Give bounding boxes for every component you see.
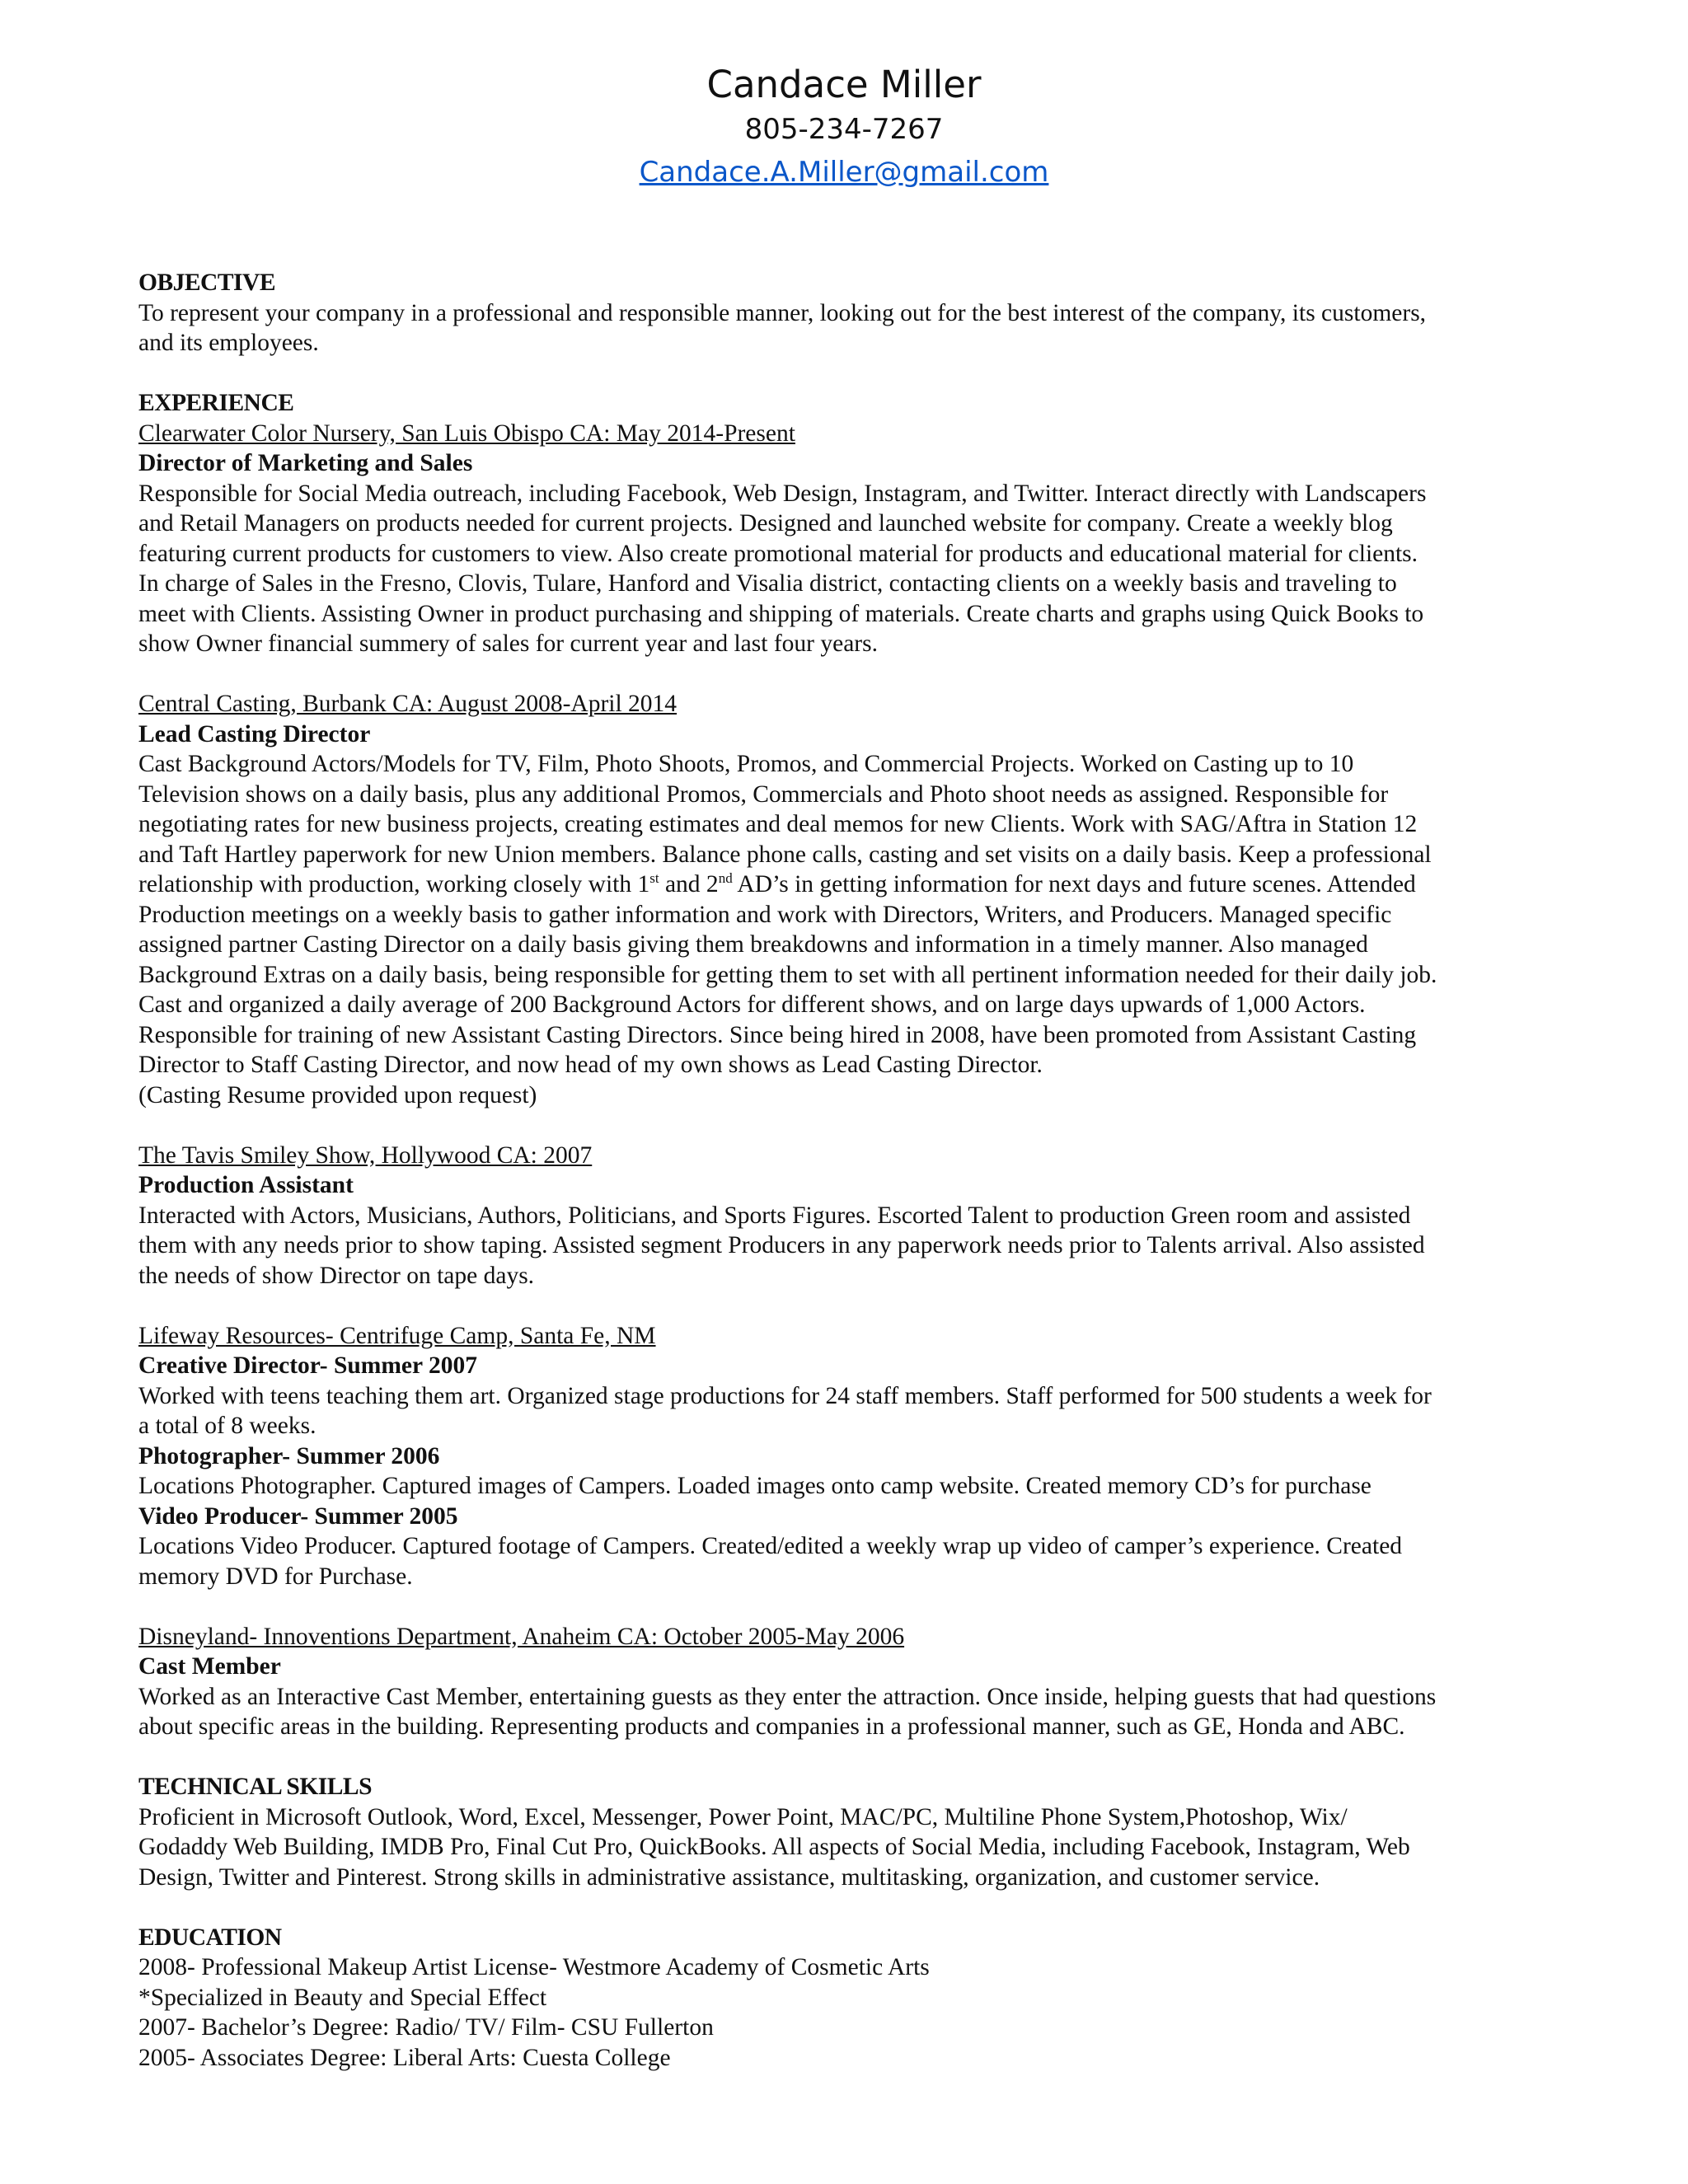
job-description-line: negotiating rates for new business projects, creating estimates and deal memos for new Clients. Work with SAG/Aftra in Station 12: [138, 811, 1418, 837]
employer-heading: The Tavis Smiley Show, Hollywood CA: 2007: [138, 1141, 593, 1169]
education-line: 2008- Professional Makeup Artist License- Westmore Academy of Cosmetic Arts: [138, 1954, 930, 1980]
job-description-line: and Taft Hartley paperwork for new Union members. Balance phone calls, casting and set visits on a daily basis. Keep a professional: [138, 841, 1432, 868]
job-description-line: Production meetings on a weekly basis to gather information and work with Directors, Writers, and Producers. Managed specific: [138, 901, 1392, 928]
spacer: [138, 1591, 1556, 1622]
job-description-line: Television shows on a daily basis, plus any additional Promos, Commercials and Photo shoot needs as assigned. Responsible for: [138, 780, 1389, 808]
employer-heading: Disneyland- Innoventions Department, Anaheim CA: October 2005-May 2006: [138, 1623, 905, 1650]
education-line: 2005- Associates Degree: Liberal Arts: Cuesta College: [138, 2044, 671, 2071]
job-description-line: Worked with teens teaching them art. Organized stage productions for 24 staff members. Staff performed for 500 students a week for: [138, 1382, 1432, 1409]
job-description-line: Interacted with Actors, Musicians, Authors, Politicians, and Sports Figures. Escorted Talent to production Green room and assisted: [138, 1202, 1411, 1229]
email-link[interactable]: Candace.A.Miller@gmail.com: [639, 156, 1049, 189]
job-description-line: assigned partner Casting Director on a daily basis giving them breakdowns and information in a timely manner. Also managed: [138, 931, 1368, 958]
phone-number: 805-234-7267: [744, 113, 944, 146]
job-description-line: the needs of show Director on tape days.: [138, 1262, 535, 1289]
job-title: Creative Director- Summer 2007: [138, 1352, 477, 1379]
spacer: [138, 1291, 1556, 1321]
objective-line: and its employees.: [138, 330, 319, 356]
resume-header: [0, 61, 1688, 194]
job-title: Lead Casting Director: [138, 720, 371, 748]
job-description-line: Responsible for Social Media outreach, including Facebook, Web Design, Instagram, and Twitter. Interact directly with Landscapers: [138, 480, 1427, 507]
job-description-line: a total of 8 weeks.: [138, 1413, 316, 1439]
job-description-line: [138, 869, 1556, 900]
job-title: Production Assistant: [138, 1172, 354, 1198]
spacer: [138, 1892, 1556, 1923]
section-title-objective: OBJECTIVE: [138, 269, 275, 296]
line-segment: AD’s in getting information for next days and future scenes. Attended: [732, 871, 1416, 898]
skills-line: Design, Twitter and Pinterest. Strong skills in administrative assistance, multitasking, organization, and customer service.: [138, 1863, 1320, 1891]
section-title-education: EDUCATION: [138, 1924, 282, 1951]
job-description-line: Cast and organized a daily average of 200 Background Actors for different shows, and on large days upwards of 1,000 Actors.: [138, 991, 1366, 1018]
job-description-line: about specific areas in the building. Representing products and companies in a professional manner, such as GE, Honda and ABC.: [138, 1713, 1405, 1740]
skills-line: Proficient in Microsoft Outlook, Word, Excel, Messenger, Power Point, MAC/PC, Multiline Phone System,Photoshop, Wix/: [138, 1803, 1348, 1830]
job-description-line: Background Extras on a daily basis, being responsible for getting them to set with all pertinent information needed for their daily job.: [138, 961, 1437, 988]
job-description-line: (Casting Resume provided upon request): [138, 1081, 537, 1108]
job-description-line: In charge of Sales in the Fresno, Clovis, Tulare, Hanford and Visalia district, contacting clients on a weekly basis and traveling to: [138, 570, 1397, 597]
job-description-line: Locations Photographer. Captured images of Campers. Loaded images onto camp website. Created memory CD’s for purchase: [138, 1473, 1372, 1499]
job-title: Photographer- Summer 2006: [138, 1442, 440, 1469]
job-description-line: Responsible for training of new Assistant Casting Directors. Since being hired in 2008, have been promoted from Assistant Casting: [138, 1021, 1417, 1048]
job-title: Director of Marketing and Sales: [138, 450, 473, 476]
spacer: [138, 1742, 1556, 1773]
employer-heading: Central Casting, Burbank CA: August 2008-April 2014: [138, 691, 678, 717]
candidate-name: Candace Miller: [706, 63, 982, 106]
ordinal-superscript: st: [649, 870, 659, 887]
section-title-experience: EXPERIENCE: [138, 390, 294, 416]
section-title-skills: TECHNICAL SKILLS: [138, 1774, 373, 1800]
spacer: [138, 659, 1556, 690]
job-description-line: Director to Staff Casting Director, and now head of my own shows as Lead Casting Director.: [138, 1052, 1043, 1078]
spacer: [138, 1110, 1556, 1141]
job-description-line: them with any needs prior to show taping. Assisted segment Producers in any paperwork needs prior to Talents arrival. Also assisted: [138, 1232, 1425, 1258]
job-description-line: Locations Video Producer. Captured footage of Campers. Created/edited a weekly wrap up video of camper’s experience. Created: [138, 1533, 1403, 1559]
job-description-line: Worked as an Interactive Cast Member, entertaining guests as they enter the attraction. Once inside, helping guests that had questions: [138, 1683, 1437, 1710]
skills-line: Godaddy Web Building, IMDB Pro, Final Cut Pro, QuickBooks. All aspects of Social Media, including Facebook, Instagram, Web: [138, 1834, 1410, 1860]
job-description-line: meet with Clients. Assisting Owner in product purchasing and shipping of materials. Create charts and graphs using Quick Books to: [138, 600, 1424, 627]
job-description-line: and Retail Managers on products needed for current projects. Designed and launched website for company. Create a weekly blog: [138, 510, 1393, 537]
ordinal-superscript: nd: [718, 870, 733, 887]
spacer: [138, 359, 1556, 389]
education-line: *Specialized in Beauty and Special Effect: [138, 1984, 547, 2011]
line-segment: relationship with production, working closely with 1: [138, 871, 650, 898]
employer-heading: Lifeway Resources- Centrifuge Camp, Santa Fe, NM: [138, 1322, 656, 1349]
job-description-line: show Owner financial summery of sales for current year and last four years.: [138, 630, 878, 657]
objective-line: To represent your company in a professional and responsible manner, looking out for the best interest of the company, its customers,: [138, 299, 1427, 326]
education-line: 2007- Bachelor’s Degree: Radio/ TV/ Film- CSU Fullerton: [138, 2014, 714, 2041]
employer-heading: Clearwater Color Nursery, San Luis Obispo CA: May 2014-Present: [138, 419, 795, 447]
job-title: Video Producer- Summer 2005: [138, 1502, 458, 1530]
job-description-line: featuring current products for customers to view. Also create promotional material for products and educational material for clients.: [138, 540, 1418, 567]
job-description-line: Cast Background Actors/Models for TV, Film, Photo Shoots, Promos, and Commercial Projects. Worked on Casting up to 10: [138, 751, 1354, 777]
line-segment: and 2: [659, 871, 719, 898]
job-title: Cast Member: [138, 1653, 281, 1680]
resume-body: [138, 268, 1556, 2073]
job-description-line: memory DVD for Purchase.: [138, 1563, 413, 1590]
